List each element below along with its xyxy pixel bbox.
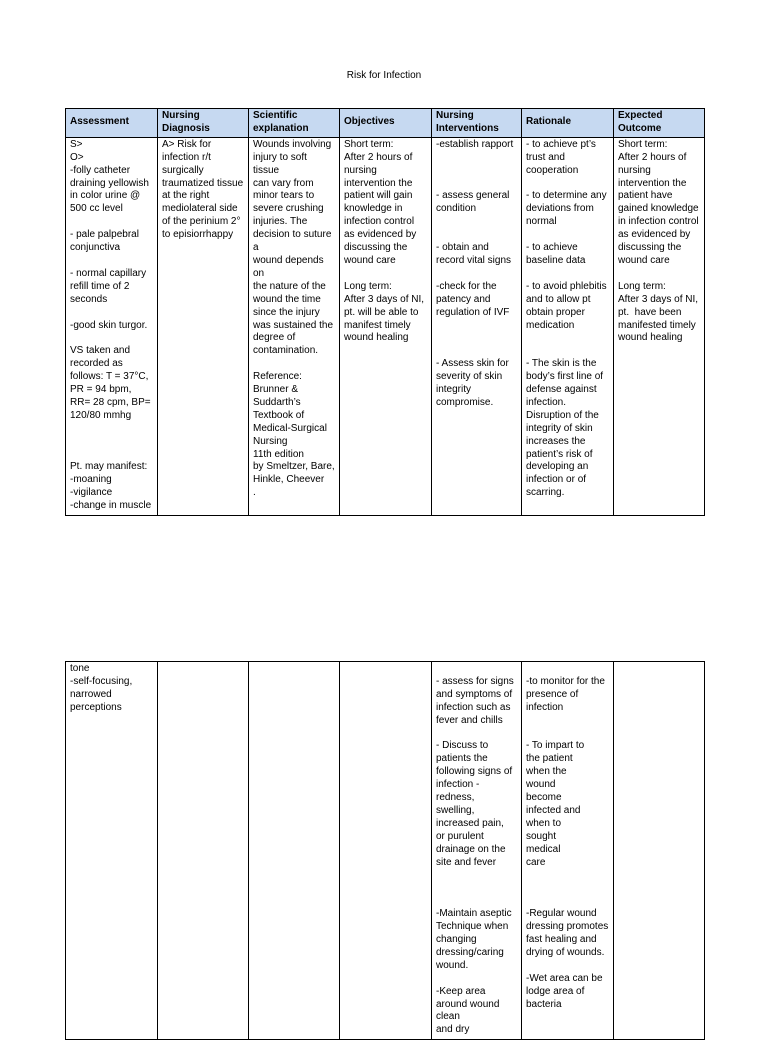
nursing-interventions-cell: - assess for signs and symptoms of infection such as fever and chills - Discuss to patients the following signs of infection - redness, swelling, increased pain, or purulent drainage on the site and fever -Maintain aseptic Technique when changing dressing/caring wound. -Keep area around wound clean and dry bbox=[432, 662, 522, 1040]
objectives-cell: Short term: After 2 hours of nursing intervention the patient will gain knowledge in infection control as evidenced by discussing the wound care Long term: After 3 days of NI, pt. will be able to manifest timely wound healing bbox=[340, 137, 432, 515]
header-nursing-diagnosis: Nursing Diagnosis bbox=[158, 109, 249, 138]
nursing-diagnosis-cell: A> Risk for infection r/t surgically traumatized tissue at the right mediolateral side of the perinium 2° to episiorrhappy bbox=[158, 137, 249, 515]
header-assessment: Assessment bbox=[66, 109, 158, 138]
assessment-cell: S> O> -folly catheter draining yellowish in color urine @ 500 cc level - pale palpebral conjunctiva - normal capillary refill time of 2 seconds -good skin turgor. VS taken and recorded as follows: T = 37°C, PR = 94 bpm, RR= 28 cpm, BP= 120/80 mmhg Pt. may manifest: -moaning -vigilance -change in muscle bbox=[66, 137, 158, 515]
care-plan-table-page-2 bbox=[65, 661, 705, 1040]
header-expected-outcome: Expected Outcome bbox=[614, 109, 705, 138]
nursing-interventions-cell: -establish rapport - assess general condition - obtain and record vital signs -check for the patency and regulation of IVF - Assess skin for severity of skin integrity compromise. bbox=[432, 137, 522, 515]
table-row bbox=[66, 662, 705, 1040]
document-title: Risk for Infection bbox=[346, 70, 422, 81]
header-nursing-interventions: Nursing Interventions bbox=[432, 109, 522, 138]
expected-outcome-cell: Short term: After 2 hours of nursing intervention the patient have gained knowledge in infection control as evidenced by discussing the wound care Long term: After 3 days of NI, pt. have been manifested timely wound healing bbox=[614, 137, 705, 515]
scientific-explanation-cell: Wounds involving injury to soft tissue can vary from minor tears to severe crushing injuries. The decision to suture a wound depends on the nature of the wound the time since the injury was sustained the degree of contamination. Reference: Brunner & Suddarth’s Textbook of Medical-Surgical Nursing 11th edition by Smeltzer, Bare, Hinkle, Cheever . bbox=[249, 137, 340, 515]
nursing-diagnosis-cell bbox=[158, 662, 249, 1040]
header-rationale: Rationale bbox=[522, 109, 614, 138]
assessment-cell: tone -self-focusing, narrowed perceptions bbox=[66, 662, 158, 1040]
expected-outcome-cell bbox=[614, 662, 705, 1040]
rationale-cell: -to monitor for the presence of infection - To impart to the patient when the wound become infected and when to sought medical care -Regular wound dressing promotes fast healing and drying of wounds. -Wet area can be lodge area of bacteria bbox=[522, 662, 614, 1040]
table-row bbox=[66, 137, 705, 515]
rationale-cell: - to achieve pt’s trust and cooperation - to determine any deviations from normal - to achieve baseline data - to avoid phlebitis and to allow pt obtain proper medication - The skin is the body’s first line of defense against infection. Disruption of the integrity of skin increases the patient’s risk of developing an infection or of scarring. bbox=[522, 137, 614, 515]
header-scientific-explanation: Scientific explanation bbox=[249, 109, 340, 138]
table-header-row bbox=[66, 109, 705, 138]
objectives-cell bbox=[340, 662, 432, 1040]
header-objectives: Objectives bbox=[340, 109, 432, 138]
care-plan-table-page-1 bbox=[65, 108, 705, 516]
scientific-explanation-cell bbox=[249, 662, 340, 1040]
